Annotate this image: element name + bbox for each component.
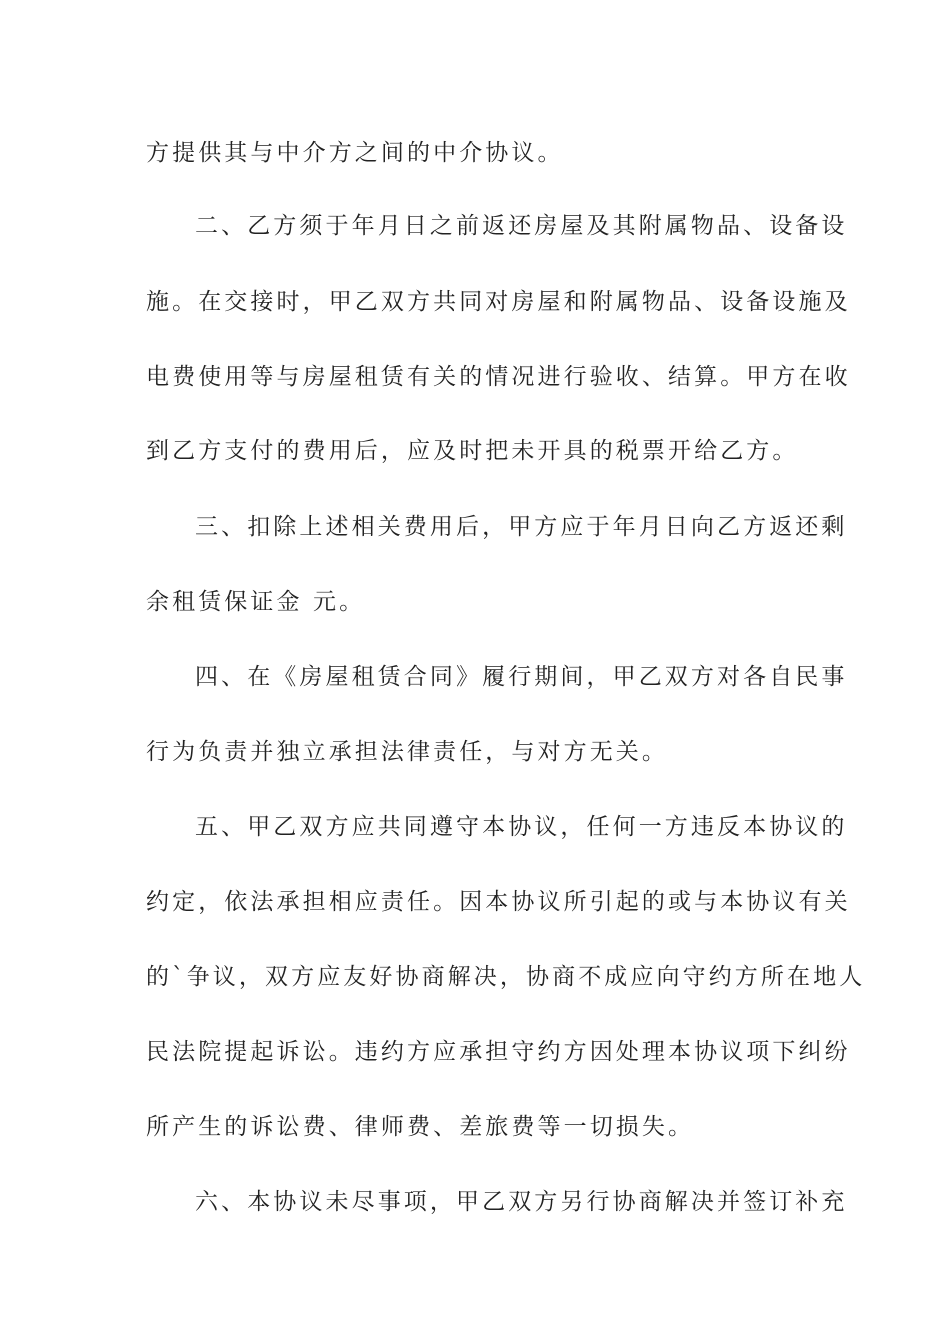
- paragraph-line: 四、在《房屋租赁合同》履行期间，甲乙双方对各自民事: [195, 664, 848, 690]
- paragraph-line: 的`争议，双方应友好协商解决，协商不成应向守约方所在地人: [146, 964, 866, 990]
- paragraph-line: 三、扣除上述相关费用后，甲方应于年月日向乙方返还剩: [195, 514, 848, 540]
- paragraph-line: 施。在交接时，甲乙双方共同对房屋和附属物品、设备设施及: [146, 289, 851, 315]
- paragraph-line: 民法院提起诉讼。违约方应承担守约方因处理本协议项下纠纷: [146, 1039, 851, 1065]
- paragraph-line: 约定，依法承担相应责任。因本协议所引起的或与本协议有关: [146, 889, 851, 915]
- paragraph-line: 二、乙方须于年月日之前返还房屋及其附属物品、设备设: [195, 213, 848, 239]
- paragraph-line: 余租赁保证金 元。: [146, 589, 366, 615]
- paragraph-line: 到乙方支付的费用后，应及时把未开具的税票开给乙方。: [146, 438, 799, 464]
- paragraph-line: 电费使用等与房屋租赁有关的情况进行验收、结算。甲方在收: [146, 364, 851, 390]
- paragraph-line: 行为负责并独立承担法律责任，与对方无关。: [146, 739, 668, 765]
- paragraph-line: 方提供其与中介方之间的中介协议。: [146, 140, 564, 166]
- paragraph-line: 所产生的诉讼费、律师费、差旅费等一切损失。: [146, 1114, 695, 1140]
- paragraph-line: 五、甲乙双方应共同遵守本协议，任何一方违反本协议的: [195, 814, 848, 840]
- paragraph-line: 六、本协议未尽事项，甲乙双方另行协商解决并签订补充: [195, 1189, 848, 1215]
